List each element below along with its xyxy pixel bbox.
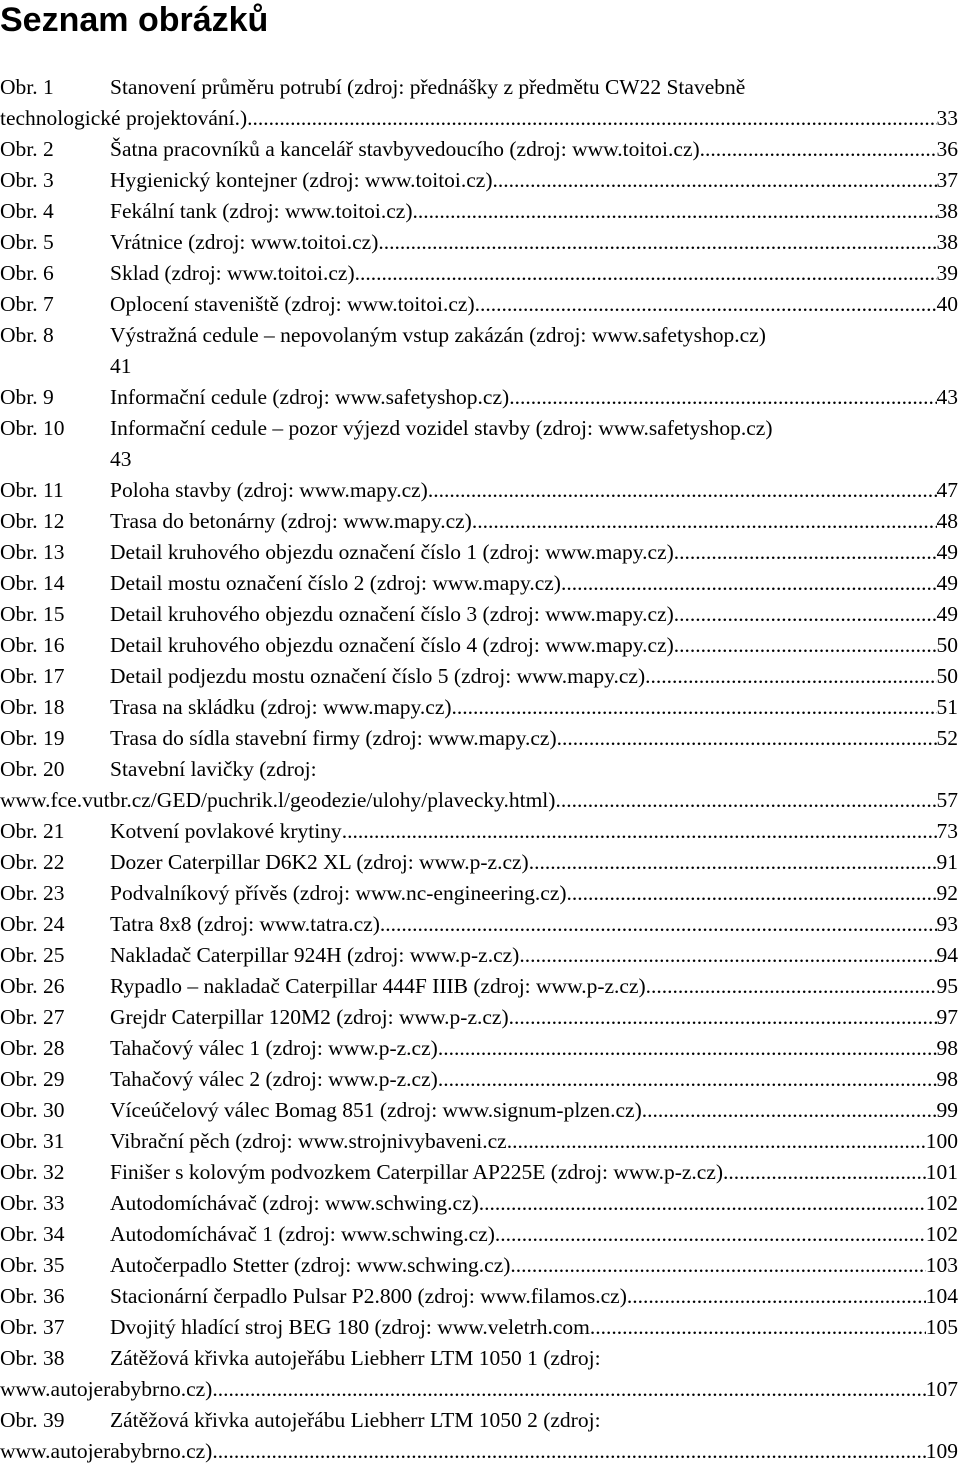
dot-leader	[561, 568, 937, 599]
figure-number: Obr. 29	[0, 1067, 65, 1091]
toc-entry[interactable]	[0, 723, 958, 754]
figure-title: Fekální tank (zdroj: www.toitoi.cz)	[110, 199, 413, 223]
dot-leader	[557, 723, 937, 754]
page-number: 101	[925, 1160, 958, 1184]
dot-leader	[380, 909, 937, 940]
dot-leader	[627, 1281, 926, 1312]
figure-number: Obr. 35	[0, 1253, 65, 1277]
dot-leader	[507, 1126, 926, 1157]
figure-title: Nakladač Caterpillar 924H (zdroj: www.p-z.cz)	[110, 943, 520, 967]
dot-leader	[674, 630, 937, 661]
toc-entry[interactable]	[0, 847, 958, 878]
figure-list	[0, 72, 958, 1467]
page-number: 38	[936, 199, 958, 223]
figure-title-continued: www.autojerabybrno.cz)	[0, 1377, 213, 1401]
page-number: 105	[925, 1315, 958, 1339]
page-number: 50	[936, 633, 958, 657]
toc-entry[interactable]	[0, 196, 958, 227]
page-number: 43	[110, 447, 132, 471]
toc-entry[interactable]	[0, 382, 958, 413]
toc-entry[interactable]	[0, 1219, 958, 1250]
figure-number: Obr. 27	[0, 1005, 65, 1029]
figure-title: Detail kruhového objezdu označení číslo 4 (zdroj: www.mapy.cz)	[110, 633, 674, 657]
toc-entry[interactable]	[0, 320, 958, 382]
dot-leader	[212, 1436, 925, 1467]
toc-entry[interactable]	[0, 878, 958, 909]
toc-entry[interactable]	[0, 165, 958, 196]
dot-leader	[253, 103, 937, 134]
figure-number: Obr. 26	[0, 974, 65, 998]
dot-leader	[493, 165, 937, 196]
figure-title: Detail kruhového objezdu označení číslo 1 (zdroj: www.mapy.cz)	[110, 540, 674, 564]
toc-entry[interactable]	[0, 227, 958, 258]
figure-number: Obr. 21	[0, 819, 65, 843]
toc-entry[interactable]	[0, 1064, 958, 1095]
page-number: 102	[925, 1222, 958, 1246]
toc-entry[interactable]	[0, 661, 958, 692]
figure-title: Trasa na skládku (zdroj: www.mapy.cz).	[110, 695, 457, 719]
figure-title: Informační cedule (zdroj: www.safetyshop.cz)	[110, 385, 510, 409]
figure-title: Finišer s kolovým podvozkem Caterpillar AP225E (zdroj: www.p-z.cz)	[110, 1160, 724, 1184]
figure-number: Obr. 8	[0, 323, 54, 347]
figure-title-continued: technologické projektování.).	[0, 106, 253, 130]
page-number: 37	[936, 168, 958, 192]
figure-title: Šatna pracovníků a kancelář stavbyvedoucího (zdroj: www.toitoi.cz).	[110, 137, 706, 161]
figure-number: Obr. 14	[0, 571, 65, 595]
figure-title: Poloha stavby (zdroj: www.mapy.cz)	[110, 478, 428, 502]
figure-title: Trasa do sídla stavební firmy (zdroj: www.mapy.cz)	[110, 726, 557, 750]
toc-entry[interactable]	[0, 258, 958, 289]
figure-title-continued: www.fce.vutbr.cz/GED/puchrik.l/geodezie/ulohy/plavecky.html).	[0, 788, 561, 812]
page-number: 39	[936, 261, 958, 285]
dot-leader	[342, 816, 937, 847]
dot-leader	[509, 382, 936, 413]
figure-title-continued: www.autojerabybrno.cz)	[0, 1439, 213, 1463]
figure-title: Dvojitý hladící stroj BEG 180 (zdroj: www.veletrh.com	[110, 1315, 590, 1339]
figure-number: Obr. 28	[0, 1036, 65, 1060]
page-number: 51	[936, 695, 958, 719]
figure-number: Obr. 34	[0, 1222, 65, 1246]
figure-title: Kotvení povlakové krytiny	[110, 819, 342, 843]
figure-number: Obr. 20	[0, 757, 65, 781]
figure-number: Obr. 30	[0, 1098, 65, 1122]
figure-number: Obr. 18	[0, 695, 65, 719]
dot-leader	[438, 1033, 937, 1064]
dot-leader	[457, 692, 937, 723]
dot-leader	[642, 1095, 937, 1126]
figure-number: Obr. 25	[0, 943, 65, 967]
figure-number: Obr. 10	[0, 416, 65, 440]
toc-entry[interactable]	[0, 1281, 958, 1312]
page-number: 100	[925, 1129, 958, 1153]
figure-number: Obr. 2	[0, 137, 54, 161]
figure-title: Detail mostu označení číslo 2 (zdroj: www.mapy.cz)	[110, 571, 561, 595]
toc-entry[interactable]	[0, 971, 958, 1002]
toc-entry[interactable]	[0, 940, 958, 971]
figure-number: Obr. 9	[0, 385, 54, 409]
figure-title: Informační cedule – pozor výjezd vozidel stavby (zdroj: www.safetyshop.cz)	[110, 416, 773, 440]
toc-entry[interactable]	[0, 816, 958, 847]
page-number: 73	[936, 819, 958, 843]
figure-number: Obr. 17	[0, 664, 65, 688]
dot-leader	[509, 1002, 937, 1033]
toc-entry[interactable]	[0, 413, 958, 475]
page-number: 99	[936, 1098, 958, 1122]
figure-title: Dozer Caterpillar D6K2 XL (zdroj: www.p-z.cz)	[110, 850, 529, 874]
figure-number: Obr. 36	[0, 1284, 65, 1308]
figure-number: Obr. 6	[0, 261, 54, 285]
dot-leader	[500, 1219, 925, 1250]
figure-number: Obr. 37	[0, 1315, 65, 1339]
page-number: 107	[925, 1377, 958, 1401]
figure-number: Obr. 24	[0, 912, 65, 936]
page-number: 41	[110, 354, 132, 378]
dot-leader	[428, 475, 937, 506]
page-number: 57	[936, 788, 958, 812]
dot-leader	[674, 537, 937, 568]
toc-entry[interactable]	[0, 1126, 958, 1157]
toc-entry[interactable]	[0, 475, 958, 506]
page-number: 38	[936, 230, 958, 254]
page-number: 109	[925, 1439, 958, 1463]
page-number: 104	[925, 1284, 958, 1308]
page-number: 102	[925, 1191, 958, 1215]
dot-leader	[705, 134, 936, 165]
page-number: 95	[936, 974, 958, 998]
dot-leader	[212, 1374, 925, 1405]
page-number: 43	[936, 385, 958, 409]
figure-title: Detail kruhového objezdu označení číslo 3 (zdroj: www.mapy.cz)	[110, 602, 674, 626]
toc-entry[interactable]	[0, 289, 958, 320]
figure-title: Tatra 8x8 (zdroj: www.tatra.cz)	[110, 912, 380, 936]
toc-entry[interactable]	[0, 1405, 958, 1467]
toc-entry[interactable]	[0, 134, 958, 165]
toc-entry[interactable]	[0, 630, 958, 661]
page-number: 49	[936, 571, 958, 595]
figure-title: Tahačový válec 1 (zdroj: www.p-z.cz)	[110, 1036, 438, 1060]
page-number: 93	[936, 912, 958, 936]
dot-leader	[529, 847, 937, 878]
figure-title: Výstražná cedule – nepovolaným vstup zakázán (zdroj: www.safetyshop.cz)	[110, 323, 766, 347]
dot-leader	[651, 661, 937, 692]
dot-leader	[510, 1250, 925, 1281]
dot-leader	[590, 1312, 926, 1343]
figure-title: Zátěžová křivka autojeřábu Liebherr LTM 1050 2 (zdroj:	[110, 1408, 601, 1432]
page-number: 98	[936, 1036, 958, 1060]
figure-title: Stanovení průměru potrubí (zdroj: přednášky z předmětu CW22 Stavebně	[110, 75, 746, 99]
figure-number: Obr. 19	[0, 726, 65, 750]
page-number: 48	[936, 509, 958, 533]
figure-number: Obr. 15	[0, 602, 65, 626]
page-number: 50	[936, 664, 958, 688]
toc-entry[interactable]	[0, 692, 958, 723]
figure-title: Hygienický kontejner (zdroj: www.toitoi.cz)	[110, 168, 493, 192]
dot-leader	[378, 227, 936, 258]
page-number: 94	[936, 943, 958, 967]
figure-title: Vibrační pěch (zdroj: www.strojnivybaveni.cz	[110, 1129, 507, 1153]
figure-number: Obr. 39	[0, 1408, 65, 1432]
figure-title: Rypadlo – nakladač Caterpillar 444F IIIB (zdroj: www.p-z.cz).	[110, 974, 652, 998]
figure-number: Obr. 31	[0, 1129, 65, 1153]
toc-entry[interactable]	[0, 909, 958, 940]
dot-leader	[674, 599, 937, 630]
figure-title: Trasa do betonárny (zdroj: www.mapy.cz)	[110, 509, 472, 533]
figure-number: Obr. 23	[0, 881, 65, 905]
figure-number: Obr. 22	[0, 850, 65, 874]
figure-title: Sklad (zdroj: www.toitoi.cz)	[110, 261, 355, 285]
page-number: 52	[936, 726, 958, 750]
toc-entry[interactable]	[0, 754, 958, 816]
figure-title: Podvalníkový přívěs (zdroj: www.nc-engineering.cz).	[110, 881, 572, 905]
figure-number: Obr. 38	[0, 1346, 65, 1370]
page-number: 40	[936, 292, 958, 316]
dot-leader	[472, 506, 937, 537]
toc-entry[interactable]	[0, 506, 958, 537]
figure-title: Oplocení staveniště (zdroj: www.toitoi.cz)	[110, 292, 475, 316]
toc-entry[interactable]	[0, 537, 958, 568]
figure-title: Detail podjezdu mostu označení číslo 5 (zdroj: www.mapy.cz).	[110, 664, 651, 688]
page-number: 91	[936, 850, 958, 874]
page-number: 36	[936, 137, 958, 161]
dot-leader	[355, 258, 937, 289]
dot-leader	[572, 878, 937, 909]
figure-title: Víceúčelový válec Bomag 851 (zdroj: www.signum-plzen.cz)	[110, 1098, 642, 1122]
figure-number: Obr. 7	[0, 292, 54, 316]
toc-entry[interactable]	[0, 599, 958, 630]
page-number: 33	[936, 106, 958, 130]
figure-number: Obr. 1	[0, 75, 54, 99]
toc-entry[interactable]	[0, 1002, 958, 1033]
figure-title: Tahačový válec 2 (zdroj: www.p-z.cz)	[110, 1067, 438, 1091]
toc-entry[interactable]	[0, 568, 958, 599]
figure-number: Obr. 4	[0, 199, 54, 223]
dot-leader	[651, 971, 936, 1002]
page-title: Seznam obrázků	[0, 1, 269, 39]
toc-entry[interactable]	[0, 1343, 958, 1405]
toc-entry[interactable]	[0, 1033, 958, 1064]
figure-title: Vrátnice (zdroj: www.toitoi.cz)	[110, 230, 379, 254]
page-number: 97	[936, 1005, 958, 1029]
figure-number: Obr. 16	[0, 633, 65, 657]
page-number: 49	[936, 540, 958, 564]
figure-title: Autodomíchávač 1 (zdroj: www.schwing.cz).	[110, 1222, 501, 1246]
figure-number: Obr. 5	[0, 230, 54, 254]
toc-entry[interactable]	[0, 1157, 958, 1188]
figure-title: Grejdr Caterpillar 120M2 (zdroj: www.p-z.cz)	[110, 1005, 509, 1029]
dot-leader	[475, 289, 937, 320]
toc-entry[interactable]	[0, 1250, 958, 1281]
figure-number: Obr. 33	[0, 1191, 65, 1215]
figure-number: Obr. 11	[0, 478, 64, 502]
figure-number: Obr. 13	[0, 540, 65, 564]
page-number: 103	[925, 1253, 958, 1277]
toc-entry[interactable]	[0, 1312, 958, 1343]
toc-entry[interactable]	[0, 1095, 958, 1126]
toc-entry[interactable]	[0, 1188, 958, 1219]
page-number: 47	[936, 478, 958, 502]
figure-number: Obr. 12	[0, 509, 65, 533]
toc-entry[interactable]	[0, 72, 958, 134]
dot-leader	[723, 1157, 926, 1188]
dot-leader	[519, 940, 936, 971]
figure-title: Stacionární čerpadlo Pulsar P2.800 (zdroj: www.filamos.cz)	[110, 1284, 627, 1308]
dot-leader	[484, 1188, 926, 1219]
page-number: 49	[936, 602, 958, 626]
dot-leader	[438, 1064, 937, 1095]
figure-title: Zátěžová křivka autojeřábu Liebherr LTM 1050 1 (zdroj:	[110, 1346, 601, 1370]
figure-number: Obr. 3	[0, 168, 54, 192]
page-number: 92	[936, 881, 958, 905]
figure-title: Autodomíchávač (zdroj: www.schwing.cz).	[110, 1191, 485, 1215]
figure-title: Autočerpadlo Stetter (zdroj: www.schwing.cz)	[110, 1253, 511, 1277]
dot-leader	[413, 196, 937, 227]
figure-title: Stavební lavičky (zdroj:	[110, 757, 317, 781]
dot-leader	[561, 785, 937, 816]
page-number: 98	[936, 1067, 958, 1091]
figure-number: Obr. 32	[0, 1160, 65, 1184]
